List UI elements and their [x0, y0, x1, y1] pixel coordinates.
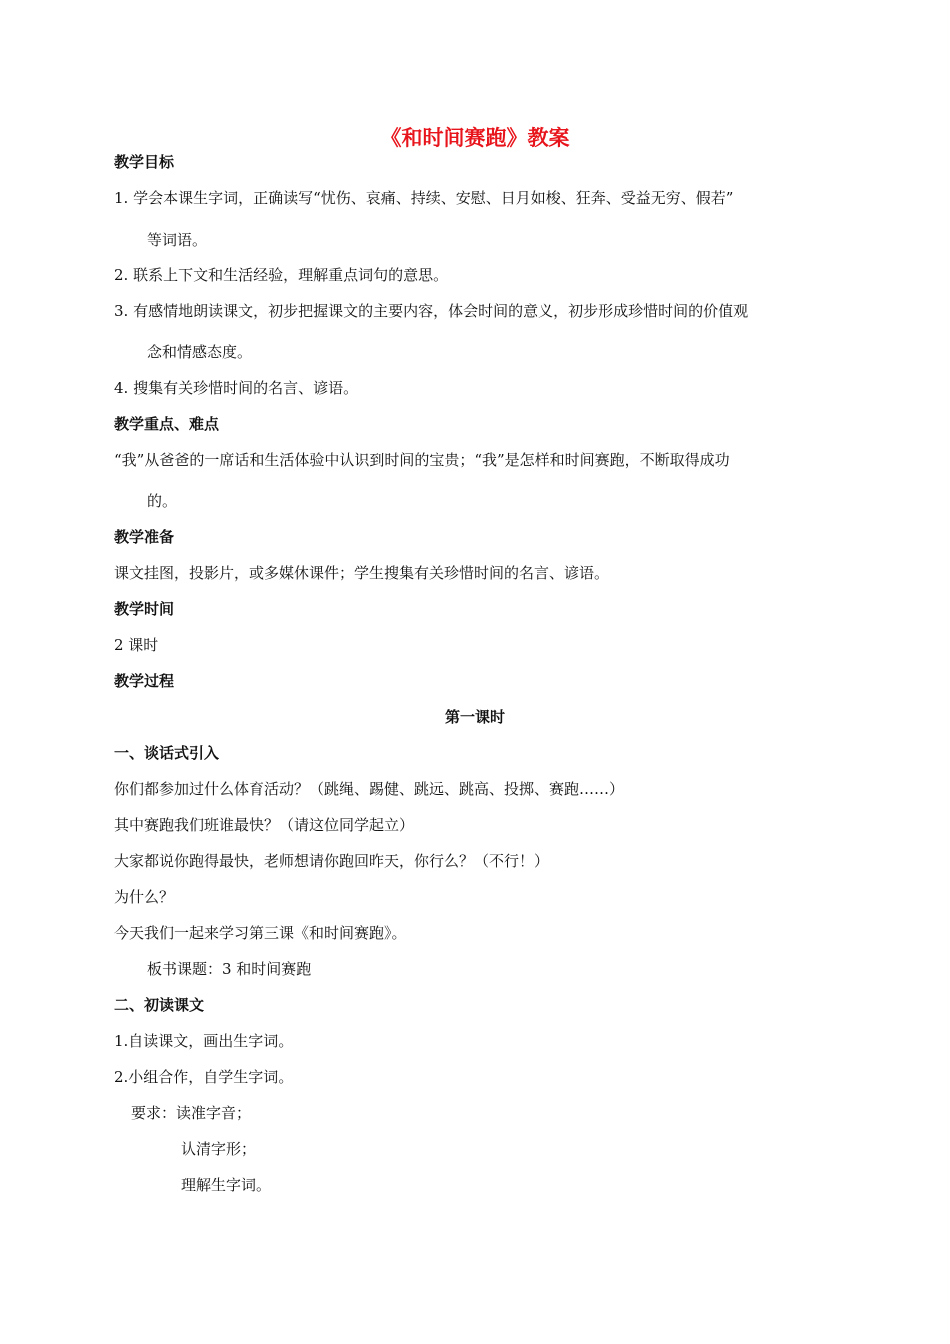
time-text: 2 课时 — [114, 636, 159, 654]
part-2-line-3: 要求：读准字音； — [131, 1104, 252, 1122]
preparation-text: 课文挂图，投影片，或多媒休课件；学生搜集有关珍惜时间的名言、谚语。 — [114, 564, 610, 582]
objective-item-3-continued: 念和情感态度。 — [147, 343, 253, 361]
time-heading: 教学时间 — [114, 600, 175, 618]
part-1-line-4: 为什么？ — [114, 888, 175, 906]
objective-item-1: 1. 学会本课生字词，正确读写“忧伤、哀痛、持续、安慰、日月如梭、狂奔、受益无穷、假若” — [114, 189, 734, 207]
objective-item-1-continued: 等词语。 — [147, 231, 208, 249]
part-1-line-1: 你们都参加过什么体育活动？（跳绳、踢健、跳远、跳高、投掷、赛跑……） — [114, 780, 625, 798]
keypoints-text: “我”从爸爸的一席话和生活体验中认识到时间的宝贵；“我”是怎样和时间赛跑，不断取得成功 — [114, 451, 730, 469]
objectives-heading: 教学目标 — [114, 153, 175, 171]
keypoints-text-continued: 的。 — [147, 492, 178, 510]
part-1-line-5: 今天我们一起来学习第三课《和时间赛跑》。 — [114, 924, 407, 942]
part-2-line-2: 2.小组合作，自学生字词。 — [114, 1068, 294, 1086]
preparation-heading: 教学准备 — [114, 528, 175, 546]
part-2-heading: 二、初读课文 — [114, 996, 205, 1014]
objective-item-3: 3. 有感情地朗读课文，初步把握课文的主要内容，体会时间的意义，初步形成珍惜时间的价值观 — [114, 302, 749, 320]
part-2-line-4: 认清字形； — [181, 1140, 257, 1158]
keypoints-heading: 教学重点、难点 — [114, 415, 220, 433]
objective-item-2: 2. 联系上下文和生活经验，理解重点词句的意思。 — [114, 266, 449, 284]
process-heading: 教学过程 — [114, 672, 175, 690]
part-1-line-2: 其中赛跑我们班谁最快？（请这位同学起立） — [114, 816, 415, 834]
part-2-line-5: 理解生字词。 — [181, 1176, 272, 1194]
part-1-line-6: 板书课题：3 和时间赛跑 — [147, 960, 312, 978]
document-title: 《和时间赛跑》教案 — [380, 125, 570, 150]
part-1-heading: 一、谈话式引入 — [114, 744, 220, 762]
objective-item-4: 4. 搜集有关珍惜时间的名言、谚语。 — [114, 379, 359, 397]
part-2-line-1: 1.自读课文，画出生字词。 — [114, 1032, 294, 1050]
lesson-1-heading: 第一课时 — [444, 708, 505, 726]
part-1-line-3: 大家都说你跑得最快，老师想请你跑回昨天，你行么？（不行！） — [114, 852, 550, 870]
